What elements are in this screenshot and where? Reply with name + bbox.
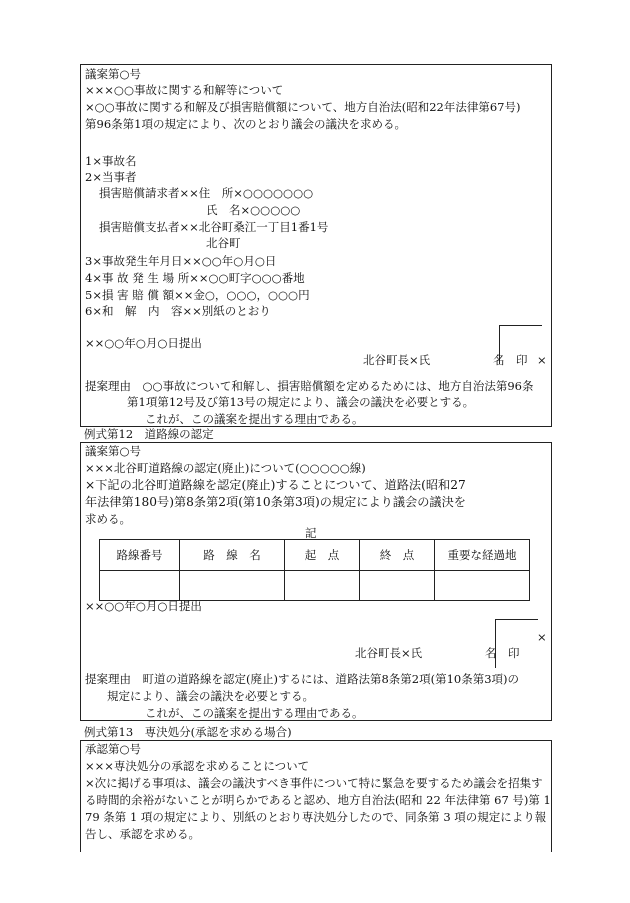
cell-empty	[100, 571, 180, 601]
approval-special-decision-box	[80, 740, 552, 852]
col-end-point: 終 点	[360, 540, 435, 571]
body-line: ×下記の北谷町道路線を認定(廃止)することについて、道路法(昭和27	[85, 478, 466, 492]
body-line: 79 条第 1 項の規定により、別紙のとおり専決処分したので、同条第 3 項の規定により報	[85, 810, 547, 824]
proposal-settlement-box	[80, 64, 552, 427]
reason-line: 提案理由 ○○事故について和解し、損害賠償額を定めるためには、地方自治法第96条	[85, 379, 534, 393]
col-waypoints: 重要な経過地	[435, 540, 530, 571]
seal-mark: ×	[537, 630, 547, 644]
cell-empty	[285, 571, 360, 601]
submission-date: ××○○年○月○日提出	[85, 336, 202, 350]
ki-mark: 記	[305, 526, 317, 540]
caption-road-route: 例式第12 道路線の認定	[84, 427, 214, 441]
col-route-name: 路 線 名	[180, 540, 285, 571]
cell-empty	[180, 571, 285, 601]
body-line: 年法律第180号)第8条第2項(第10条第3項)の規定により議会の議決を	[85, 495, 466, 509]
payer-address: 損害賠償支払者××北谷町桑江一丁目1番1号	[99, 220, 329, 234]
reason-line: 規定により、議会の議決を必要とする。	[107, 689, 314, 703]
approval-title: ×××専決処分の承認を求めることについて	[85, 759, 310, 773]
road-route-table	[99, 539, 530, 601]
body-line: る時間的余裕がないことが明らかであると認め、地方自治法(昭和 22 年法律第 67 号)第 1	[85, 793, 551, 807]
bill-title: ×××○○事故に関する和解等について	[85, 83, 284, 97]
item-amount: 5×損 害 賠 償 額××金○，○○○，○○○円	[85, 288, 310, 302]
bill-number: 議案第○号	[85, 444, 142, 458]
reason-line: 第1項第12号及び第13号の規定により、議会の議決を必要とする。	[127, 395, 475, 409]
item-parties: 2×当事者	[85, 170, 137, 184]
proposal-road-route-box	[80, 442, 552, 721]
bill-number: 議案第○号	[85, 67, 142, 81]
body-line: ×次に掲げる事項は、議会の議決すべき事件について特に緊急を要するため議会を招集す	[85, 776, 543, 790]
claimant-name: 氏 名×○○○○○	[206, 203, 301, 217]
seal-label: 名 印	[485, 646, 520, 660]
approval-number: 承認第○号	[85, 742, 142, 756]
col-start-point: 起 点	[285, 540, 360, 571]
mayor-signature: 北谷町長×氏	[355, 646, 423, 660]
body-line: 第96条第1項の規定により、次のとおり議会の議決を求める。	[85, 117, 406, 131]
body-line: 告し、承認を求める。	[85, 827, 200, 841]
claimant-address: 損害賠償請求者××住 所×○○○○○○○	[99, 186, 314, 200]
body-line: 求める。	[85, 512, 131, 526]
submission-date: ××○○年○月○日提出	[85, 599, 202, 613]
item-date: 3×事故発生年月日××○○年○月○日	[85, 254, 277, 268]
reason-closing: これが、この議案を提出する理由である。	[145, 412, 364, 426]
cell-empty	[435, 571, 530, 601]
bill-title: ×××北谷町道路線の認定(廃止)について(○○○○○線)	[85, 461, 366, 475]
item-content: 6×和 解 内 容××別紙のとおり	[85, 304, 271, 318]
col-route-number: 路線番号	[100, 540, 180, 571]
mayor-signature: 北谷町長×氏	[363, 353, 431, 367]
caption-special-decision: 例式第13 専決処分(承認を求める場合)	[84, 725, 292, 739]
seal-mark: ×	[537, 353, 547, 367]
cell-empty	[360, 571, 435, 601]
item-place: 4×事 故 発 生 場 所××○○町字○○○番地	[85, 271, 305, 285]
seal-label: 名 印	[493, 353, 528, 367]
reason-line: 提案理由 町道の道路線を認定(廃止)するには、道路法第8条第2項(第10条第3項)の	[85, 672, 520, 686]
reason-closing: これが、この議案を提出する理由である。	[145, 706, 364, 720]
body-line: ×○○事故に関する和解及び損害賠償額について、地方自治法(昭和22年法律第67号)	[85, 100, 521, 114]
payer-name: 北谷町	[206, 236, 241, 250]
item-accident-name: 1×事故名	[85, 154, 137, 168]
